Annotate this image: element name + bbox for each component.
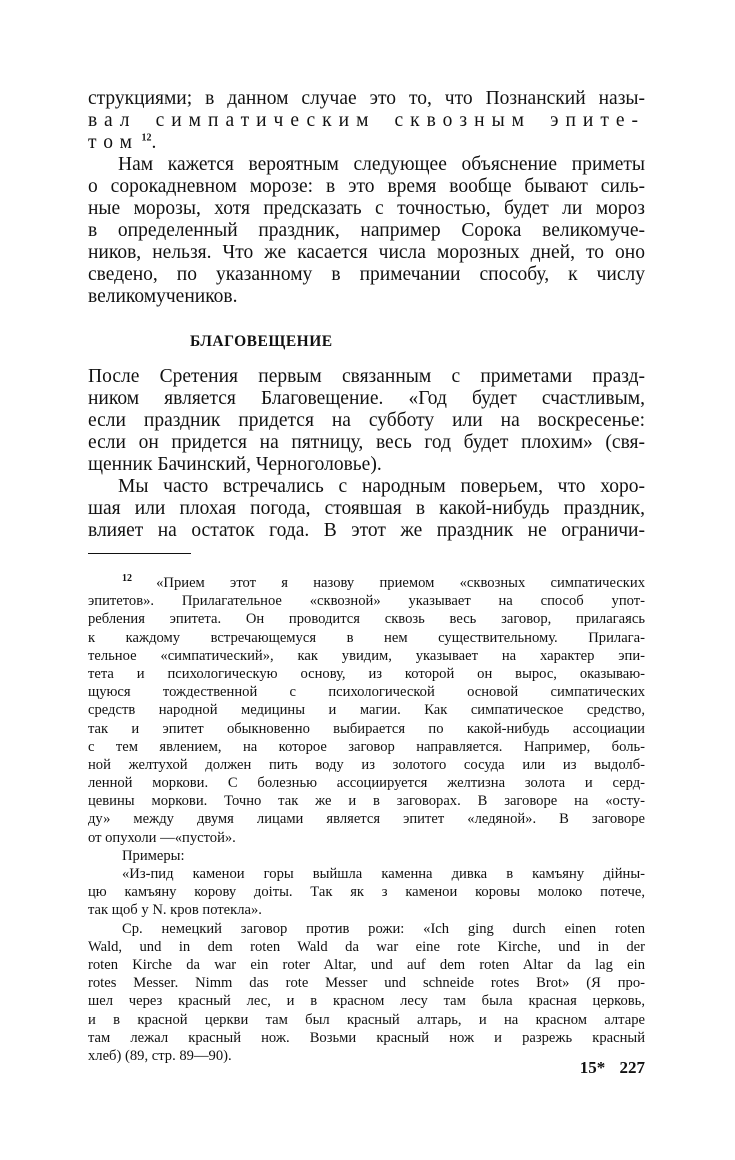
text-line — [88, 847, 645, 865]
text-line — [88, 574, 645, 592]
text-line — [88, 366, 645, 388]
main-text-top — [88, 88, 645, 308]
line-text: «Прием этот я назову приемом «сквозных симпатических — [156, 575, 645, 591]
text-line — [88, 647, 645, 665]
paragraph — [88, 847, 645, 865]
text-line — [88, 810, 645, 828]
line-text: там лежал красный нож. Возьми красный нож и разрежь красный — [88, 1029, 645, 1046]
text-line: том $^{12}$. — [88, 132, 157, 153]
text-line — [88, 498, 645, 520]
text-line — [88, 110, 645, 132]
line-text: После Сретения первым связанным с приметами празд- — [88, 366, 645, 387]
text-line — [88, 264, 645, 286]
line-text: Wald, und in dem roten Wald da war eine rote Kirche, und in der — [88, 938, 645, 955]
text-line — [88, 388, 645, 410]
text-line — [88, 792, 645, 810]
text-line — [88, 883, 645, 901]
line-text: Ср. немецкий заговор против рожи: «Ich ging durch einen roten — [122, 920, 645, 937]
line-text: ной желтухой должен пить воду из золотого сосуда или из выдолб- — [88, 756, 645, 773]
footnote-divider — [88, 553, 191, 554]
text-line — [88, 701, 645, 719]
line-text: Нам кажется вероятным следующее объяснение приметы — [118, 154, 645, 175]
text-line — [88, 592, 645, 610]
text-line — [88, 432, 645, 454]
line-text: ником является Благовещение. «Год будет счастливым, — [88, 388, 645, 409]
text-line — [88, 476, 645, 498]
line-text: ребления эпитета. Он проводится сквозь весь заговор, прилагаясь — [88, 611, 645, 628]
line-text: Примеры: — [122, 847, 185, 864]
line-text: вал симпатическим сквозным эпите- — [88, 110, 645, 131]
text-line — [88, 938, 645, 956]
paragraph — [88, 366, 645, 476]
line-text: ленной моркови. С болезнью ассоциируется желтизна золота и серд- — [88, 775, 645, 792]
line-text: так и эпитет обыкновенно выбирается по какой-нибудь ассоциации — [88, 720, 645, 737]
paragraph — [88, 920, 645, 1066]
text-line — [88, 865, 645, 883]
text-line — [88, 286, 645, 308]
line-text: цю камъяну корову доіты. Так як з каменои коровы молоко потече, — [88, 884, 645, 901]
line-text: если он придется на пятницу, весь год будет плохим» (свя- — [88, 432, 645, 453]
line-text: от опухоли —«пустой». — [88, 829, 236, 846]
text-line — [88, 198, 645, 220]
footnote-reference[interactable]: 12 — [138, 132, 152, 144]
text-line — [88, 829, 645, 847]
line-text: и в красной церкви там был красный алтарь, и на красном алтаре — [88, 1011, 645, 1028]
line-text: тельное «симпатический», как увидим, указывает на характер эпи- — [88, 647, 645, 664]
line-text: ников, нельзя. Что же касается числа морозных дней, то оно — [88, 242, 645, 263]
paragraph — [88, 865, 645, 920]
text-line — [88, 154, 645, 176]
line-text: великомучеников. — [88, 286, 238, 307]
line-text: том — [88, 132, 139, 153]
text-line — [88, 720, 645, 738]
line-text: в определенный праздник, например Сорока великомуче- — [88, 220, 645, 241]
paragraph — [88, 574, 645, 847]
paragraph — [88, 476, 645, 542]
text-line — [88, 220, 645, 242]
text-line — [88, 683, 645, 701]
line-text: щуюся тождественной с психологической основой симпатических — [88, 684, 645, 701]
text-line — [88, 410, 645, 432]
text-line — [88, 774, 645, 792]
line-text: цевины моркови. Точно так же и в заговорах. В заговоре на «осту- — [88, 793, 645, 810]
line-text: тета и психологическую основу, из которой он вырос, оказываю- — [88, 665, 645, 682]
text-line — [88, 610, 645, 628]
line-text: хлеб) (89, стр. 89—90). — [88, 1047, 232, 1064]
text-line — [88, 992, 645, 1010]
text-line — [88, 974, 645, 992]
line-text: струкциями; в данном случае это то, что Познанский назы- — [88, 88, 645, 109]
line-text: о сорокадневном морозе: в это время вообще бывают силь- — [88, 176, 645, 197]
line-text: ные морозы, хотя предсказать с точностью, будет ли мороз — [88, 198, 645, 219]
text-line — [88, 242, 645, 264]
line-text: эпитетов». Прилагательное «сквозной» указывает на способ упот- — [88, 593, 645, 610]
text-line — [88, 1047, 645, 1065]
text-line — [88, 176, 645, 198]
footnote-number: 12 — [122, 573, 157, 585]
text-line — [88, 1011, 645, 1029]
text-line — [88, 629, 645, 647]
text-line — [88, 756, 645, 774]
line-text: так щоб у N. кров потекла». — [88, 902, 262, 919]
text-line — [88, 88, 645, 110]
paragraph — [88, 88, 645, 154]
line-text: влияет на остаток года. В этот же праздник не ограничи- — [88, 520, 645, 541]
text-line — [88, 901, 645, 919]
line-text: средств народной медицины и магии. Как симпатическое средство, — [88, 702, 645, 719]
line-text: сведено, по указанному в примечании способу, к числу — [88, 264, 645, 285]
line-text: roten Kirche da war ein roter Altar, und auf dem roten Altar da lag ein — [88, 956, 645, 973]
footnote — [88, 574, 645, 1065]
text-line — [88, 1029, 645, 1047]
line-text: к каждому встречающемуся в нем существительному. Прилага- — [88, 629, 645, 646]
line-text: щенник Бачинский, Черноголовье). — [88, 454, 382, 475]
line-text: «Из-пид каменои горы выйшла каменна дивка в камъяну дійны- — [122, 866, 645, 882]
line-text: с тем явлением, на которое заговор направляется. Например, боль- — [88, 738, 645, 755]
text-line — [88, 920, 645, 938]
line-text: шел через красный лес, и в красном лесу там была красная церковь, — [88, 993, 645, 1010]
line-text: если праздник придется на субботу или на воскресенье: — [88, 410, 645, 431]
section-heading: БЛАГОВЕЩЕНИЕ — [190, 333, 333, 350]
main-text-bottom — [88, 366, 645, 542]
text-line — [88, 520, 645, 542]
line-text: Мы часто встречались с народным поверьем, что хоро- — [118, 476, 645, 497]
line-text: rotes Messer. Nimm das rote Messer und schneide rotes Brot» (Я про- — [88, 975, 645, 992]
text-line — [88, 956, 645, 974]
line-text: ду» между двумя лицами является эпитет «ледяной». В заговоре — [88, 811, 645, 828]
page-number: 15* 227 — [579, 1058, 645, 1077]
line-text: шая или плохая погода, стоявшая в какой-нибудь праздник, — [88, 498, 645, 519]
text-line — [88, 738, 645, 756]
paragraph — [88, 154, 645, 308]
text-line — [88, 454, 645, 476]
text-line — [88, 665, 645, 683]
